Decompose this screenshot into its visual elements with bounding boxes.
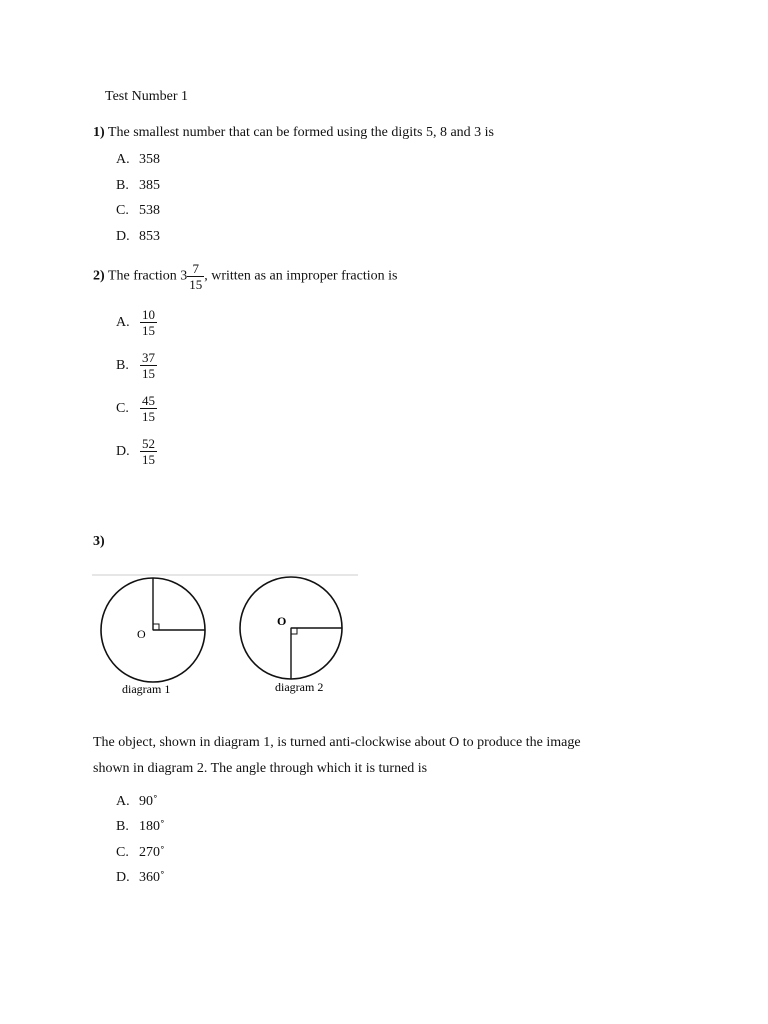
- diagram-1-center-label: O: [137, 627, 146, 641]
- option-value: 385: [139, 178, 160, 193]
- question-2: [93, 262, 397, 291]
- option-value: 180˚: [139, 819, 165, 834]
- fraction-denominator: 15: [142, 323, 155, 338]
- question-3-text-line-2: shown in diagram 2. The angle through which it is turned is: [93, 761, 428, 776]
- option-fraction: [140, 394, 157, 423]
- rotation-diagram-svg: [92, 573, 358, 705]
- option-letter: B.: [116, 357, 129, 373]
- fraction-denominator: 15: [142, 452, 155, 467]
- diagram-1-label: diagram 1: [122, 682, 171, 696]
- option-letter: D.: [116, 443, 130, 459]
- option-letter: A.: [116, 794, 130, 809]
- fraction-denominator: 15: [189, 277, 203, 292]
- question-1-text: The smallest number that can be formed using the digits 5, 8 and 3 is: [107, 125, 495, 140]
- fraction-numerator: 10: [142, 307, 155, 322]
- q3-option-b: [116, 820, 165, 834]
- q1-option-c: [116, 204, 160, 218]
- q2-option-c: [116, 394, 157, 423]
- option-value: 853: [139, 229, 160, 244]
- rotation-diagram-figure: [92, 573, 358, 705]
- option-letter: D.: [116, 870, 130, 885]
- mixed-fraction: [187, 262, 204, 291]
- option-letter: C.: [116, 400, 129, 416]
- option-value: 360˚: [139, 870, 165, 885]
- diagram-2-center-label: O: [277, 614, 287, 628]
- q3-option-a: [116, 795, 158, 809]
- option-fraction: [140, 437, 157, 466]
- fraction-denominator: 15: [142, 409, 155, 424]
- q2-option-a: [116, 308, 157, 337]
- option-letter: A.: [116, 152, 130, 167]
- option-letter: B.: [116, 178, 129, 193]
- option-fraction: [140, 351, 157, 380]
- q1-option-b: [116, 179, 160, 193]
- option-letter: C.: [116, 845, 129, 860]
- question-1: [93, 126, 494, 140]
- fraction-numerator: 52: [142, 436, 155, 451]
- q1-option-d: [116, 230, 160, 244]
- fraction-numerator: 7: [192, 261, 199, 276]
- option-value: 358: [139, 152, 160, 167]
- q2-option-d: [116, 437, 157, 466]
- q2-option-b: [116, 351, 157, 380]
- option-letter: A.: [116, 314, 130, 330]
- option-letter: B.: [116, 819, 129, 834]
- question-3-text-line-1: The object, shown in diagram 1, is turned anti-clockwise about O to produce the image: [93, 735, 581, 750]
- question-1-number: 1): [93, 125, 105, 140]
- option-letter: C.: [116, 203, 129, 218]
- q1-option-a: [116, 153, 160, 167]
- fraction-numerator: 45: [142, 393, 155, 408]
- option-value: 270˚: [139, 845, 165, 860]
- question-2-text-before: The fraction 3: [107, 268, 188, 284]
- fraction-denominator: 15: [142, 366, 155, 381]
- q3-option-d: [116, 871, 165, 885]
- question-2-number: 2): [93, 268, 105, 284]
- diagram-2-label: diagram 2: [275, 680, 324, 694]
- option-fraction: [140, 308, 157, 337]
- question-3-number: 3): [93, 534, 105, 549]
- question-2-text-after: , written as an improper fraction is: [204, 268, 398, 284]
- fraction-numerator: 37: [142, 350, 155, 365]
- option-value: 538: [139, 203, 160, 218]
- option-letter: D.: [116, 229, 130, 244]
- option-value: 90˚: [139, 794, 158, 809]
- page-title: Test Number 1: [105, 89, 189, 104]
- q3-option-c: [116, 846, 165, 860]
